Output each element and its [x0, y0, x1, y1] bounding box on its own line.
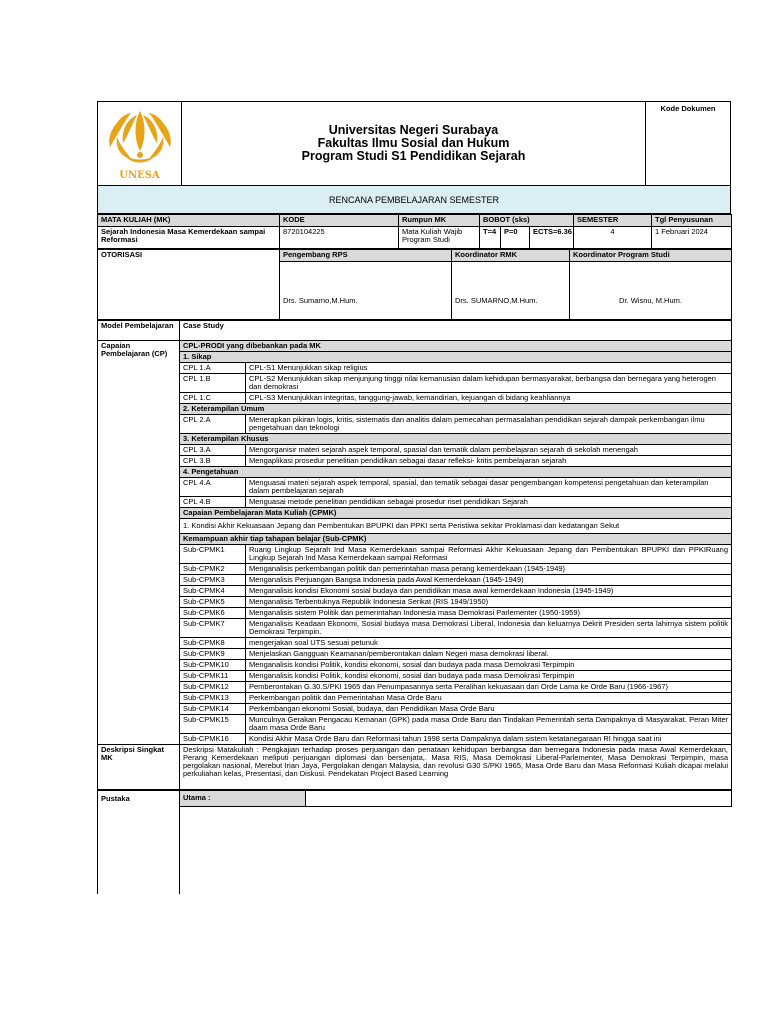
course-info-table [97, 214, 732, 249]
header-bobot: BOBOT (sks) [480, 215, 574, 227]
subcpmk-text: Perkembangan ekonomi Sosial, budaya, dan Pendidikan Masa Orde Baru [246, 704, 732, 715]
deskripsi-label: Deskripsi Singkat MK [98, 745, 180, 790]
table-row [98, 456, 732, 467]
table-row [98, 478, 732, 497]
koordinator-prodi-label: Koordinator Program Studi [570, 250, 732, 262]
subcpmk-code: Sub-CPMK7 [180, 619, 246, 638]
institution-title [182, 102, 646, 185]
subcpmk-text: mengerjakan soal UTS sesuai petunuk [246, 638, 732, 649]
deskripsi-text: Deskripsi Matakuliah : Pengkajian terhadap proses perjuangan dan penataan kehidupan berbangsa dan bernegara Indonesia pada masa Awal Kemerdekaan, Perang Kemerdekaan meliputi perjuangan diplomasi dan bersenjata,. Masa RIS, Masa Demokrasi Liberal-Parlementer, Masa Demokrasi Terpimpin, masa pergolakan nasional, Merebut Irian Jaya, Pergolakan dengan Malaysia, dan revolusi G30 S/PKI 1965, Masa Orde Baru dan Masa Reformasi Kuliah dicapai melalui perkuliahan kelas, Presentasi, dan Diskusi. Pendekatan Project Based Learning [180, 745, 732, 790]
table-row [98, 564, 732, 575]
table-row [98, 638, 732, 649]
table-row [98, 608, 732, 619]
pustaka-utama-value [306, 791, 732, 807]
cpmk-text: 1. Kondisi Akhir Kekuasaan Jepang dan Pembentukan BPUPKI dan PPKI serta Peristiwa sekitar Proklamasi dan kedatangan Sekut [180, 519, 732, 534]
header-rumpun: Rumpun MK [399, 215, 480, 227]
table-row [98, 393, 732, 404]
faculty-name: Fakultas Ilmu Sosial dan Hukum [317, 136, 510, 150]
cpl-code: CPL 1.B [180, 374, 246, 393]
course-bobot-p: P=0 [501, 227, 530, 249]
table-row [98, 497, 732, 508]
table-row [98, 445, 732, 456]
program-name: Program Studi S1 Pendidikan Sejarah [301, 149, 526, 163]
subcpmk-text: Perkembangan politik dan Pemerintahan Masa Orde Baru [246, 693, 732, 704]
header-semester: SEMESTER [574, 215, 652, 227]
cp-label: Capaian Pembelajaran (CP) [98, 341, 180, 745]
subcpmk-code: Sub-CPMK13 [180, 693, 246, 704]
subcpmk-code: Sub-CPMK10 [180, 660, 246, 671]
table-row [98, 734, 732, 745]
document-title: RENCANA PEMBELAJARAN SEMESTER [97, 186, 731, 214]
pengetahuan-header: 4. Pengetahuan [180, 467, 732, 478]
model-label: Model Pembelajaran [98, 321, 180, 341]
table-row [98, 374, 732, 393]
subcpmk-text: Menganalisis sistem Politik dan pemerintahan Indonesia masa Demokrasi Parlementer (1950-1959) [246, 608, 732, 619]
subcpmk-text: Menganalisis Terbentuknya Republik Indonesia Serikat (RIS 1949/1950) [246, 597, 732, 608]
cpl-text: Mengaplikasi prosedur penelitian pendidikan sebagai dasar refleksi- kritis pembelajaran sejarah [246, 456, 732, 467]
cp-table [97, 320, 732, 790]
otorisasi-table [97, 249, 732, 320]
course-rumpun: Mata Kuliah Wajib Program Studi [399, 227, 480, 249]
table-row [98, 597, 732, 608]
khusus-header: 3. Keterampilan Khusus [180, 434, 732, 445]
cpl-code: CPL 4.B [180, 497, 246, 508]
cpl-text: Menerapkan pikiran logis, kritis, sistematis dan analitis dalam pemecahan permasalahan pendidikan sejarah dampak perkembangan ilmu pengetahuan dan teknologi [246, 415, 732, 434]
table-row [98, 586, 732, 597]
subcpmk-text: Munculnya Gerakan Pengacau Kemanan (GPK) pada masa Orde Baru dan Tindakan Pemerintah serta Dampaknya di Masyarakat. Peran Miter daam masa Orde Baru [246, 715, 732, 734]
pustaka-utama-label: Utama : [180, 791, 306, 807]
subcpmk-text: Ruang Lingkup Sejarah Ind Masa Kemerdekaan sampai Reformasi Akhir Kekuasaan Jepang dan Pembentukan BPUPKI dan PPKIRuang Lingkup Sejarah Ind Masa Kemerdekaan sampai Reformasi [246, 545, 732, 564]
course-semester: 4 [574, 227, 652, 249]
subcpmk-text: Menganalisis kondisi Politik, kondisi ekonomi, sosial dan budaya pada masa Demokrasi Terpimpin [246, 671, 732, 682]
pustaka-label: Pustaka [98, 791, 180, 894]
subcpmk-code: Sub-CPMK12 [180, 682, 246, 693]
course-name: Sejarah Indonesia Masa Kemerdekaan sampai Reformasi [98, 227, 280, 249]
unesa-logo [98, 102, 182, 185]
cpl-code: CPL 3.B [180, 456, 246, 467]
course-date: 1 Februari 2024 [652, 227, 732, 249]
rps-document [97, 101, 731, 894]
cpl-code: CPL 4.A [180, 478, 246, 497]
subcpmk-text: Menganalisis Perjuangan Bangsa Indonesia pada Awal Kemerdekaan (1945-1949) [246, 575, 732, 586]
subcpmk-code: Sub-CPMK11 [180, 671, 246, 682]
table-row [98, 363, 732, 374]
subcpmk-text: Menjelaskan Gangguan Keamanan/pemberontakan dalam Negeri masa demokrasi liberal. [246, 649, 732, 660]
koordinator-rmk-name: Drs. SUMARNO,M.Hum. [452, 262, 570, 320]
subcpmk-text: Menganalisis Keadaan Ekonomi, Sosial budaya masa Demokrasi Liberal, Indonesia dan keluarnya Dekrit Presiden serta lahirnya sistem politik Demokrasi Terpimpin. [246, 619, 732, 638]
logo-text: UNESA [119, 170, 160, 181]
kode-dokumen-label: Kode Dokumen [660, 104, 716, 113]
subcpmk-code: Sub-CPMK2 [180, 564, 246, 575]
course-bobot-t: T=4 [480, 227, 501, 249]
cpl-text: Menguasai metode penelitian pendidikan sebagai prosedur riset pendidikan Sejarah [246, 497, 732, 508]
subcpmk-code: Sub-CPMK16 [180, 734, 246, 745]
pengembang-label: Pengembang RPS [280, 250, 452, 262]
umum-header: 2. Keterampilan Umum [180, 404, 732, 415]
cpl-code: CPL 2.A [180, 415, 246, 434]
cpl-text: Menguasai materi sejarah aspek temporal, spasial, dan tematik sebagai dasar pengembangan kompetensi pengetahuan dan keterampilan dalam pembelajaran sejarah [246, 478, 732, 497]
subcpmk-text: Menganalisis perkembangan politik dan pemerintahan masa perang kemerdekaan (1945-1949) [246, 564, 732, 575]
table-row [98, 649, 732, 660]
header-mata-kuliah: MATA KULIAH (MK) [98, 215, 280, 227]
header-tgl: Tgl Penyusunan [652, 215, 732, 227]
koordinator-rmk-label: Koordinator RMK [452, 250, 570, 262]
cpl-code: CPL 1.A [180, 363, 246, 374]
cpl-text: CPL-S2 Menunjukkan sikap menjunjung tinggi nilai kemanusian dalam kehidupan bermasyarakat, berbangsa dan bernegara yang heterogen dan demokrasi [246, 374, 732, 393]
model-value: Case Study [180, 321, 732, 341]
koordinator-prodi-name: Dr. Wisnu, M.Hum. [570, 262, 732, 320]
subcpmk-code: Sub-CPMK6 [180, 608, 246, 619]
subcpmk-text: Kondisi Akhir Masa Orde Baru dan Reformasi tahun 1998 serta Dampaknya dalam sistem ketatanegaraan RI hingga saat ini [246, 734, 732, 745]
subcpmk-code: Sub-CPMK4 [180, 586, 246, 597]
table-row [98, 575, 732, 586]
subcpmk-code: Sub-CPMK1 [180, 545, 246, 564]
subcpmk-code: Sub-CPMK5 [180, 597, 246, 608]
cpl-prodi-header: CPL-PRODI yang dibebankan pada MK [180, 341, 732, 352]
subcpmk-text: Pemberontakan G.30.S/PKI 1965 dan Penumpasannya serta Peralihan kekuasaan dari Orde Lama ke Orde Baru (1966-1967) [246, 682, 732, 693]
sikap-header: 1. Sikap [180, 352, 732, 363]
otorisasi-label: OTORISASI [98, 250, 280, 320]
table-row [98, 545, 732, 564]
subcpmk-code: Sub-CPMK15 [180, 715, 246, 734]
document-header [97, 101, 731, 186]
pustaka-table [97, 790, 732, 894]
table-row [98, 682, 732, 693]
table-row [98, 693, 732, 704]
cpl-text: CPL-S1 Menunjukkan sikap religius [246, 363, 732, 374]
course-code: 8720104225 [280, 227, 399, 249]
subcpmk-code: Sub-CPMK3 [180, 575, 246, 586]
course-ects: ECTS=6.36 [530, 227, 574, 249]
cpl-code: CPL 1.C [180, 393, 246, 404]
subcpmk-code: Sub-CPMK8 [180, 638, 246, 649]
subcpmk-code: Sub-CPMK14 [180, 704, 246, 715]
table-row [98, 671, 732, 682]
cpl-text: Mengorganisir materi sejarah aspek temporal, spasial dan tematik dalam pembelajaran sejarah di sekolah menengah [246, 445, 732, 456]
subcpmk-text: Menganalisis kondisi Ekonomi sosial budaya dan pendidikan masa awal kemerdekaan Indonesia (1945-1949) [246, 586, 732, 597]
header-kode: KODE [280, 215, 399, 227]
subcpmk-text: Menganalisis kondisi Politik, kondisi ekonomi, sosial dan budaya pada masa Demokrasi Terpimpin [246, 660, 732, 671]
table-row [98, 660, 732, 671]
cpl-text: CPL-S3 Menunjukkan integritas, tanggung-jawab, kemandirian, kejuangan di bidang keahliannya [246, 393, 732, 404]
pustaka-content [180, 807, 732, 894]
table-row [98, 619, 732, 638]
university-name: Universitas Negeri Surabaya [328, 123, 499, 137]
subcpmk-header: Kemampuan akhir tiap tahapan belajar (Sub-CPMK) [180, 534, 732, 545]
pengembang-name: Drs. Sumarno,M.Hum. [280, 262, 452, 320]
subcpmk-code: Sub-CPMK9 [180, 649, 246, 660]
cpl-code: CPL 3.A [180, 445, 246, 456]
table-row [98, 704, 732, 715]
table-row [98, 715, 732, 734]
cpmk-header: Capaian Pembelajaran Mata Kuliah (CPMK) [180, 508, 732, 519]
table-row [98, 415, 732, 434]
